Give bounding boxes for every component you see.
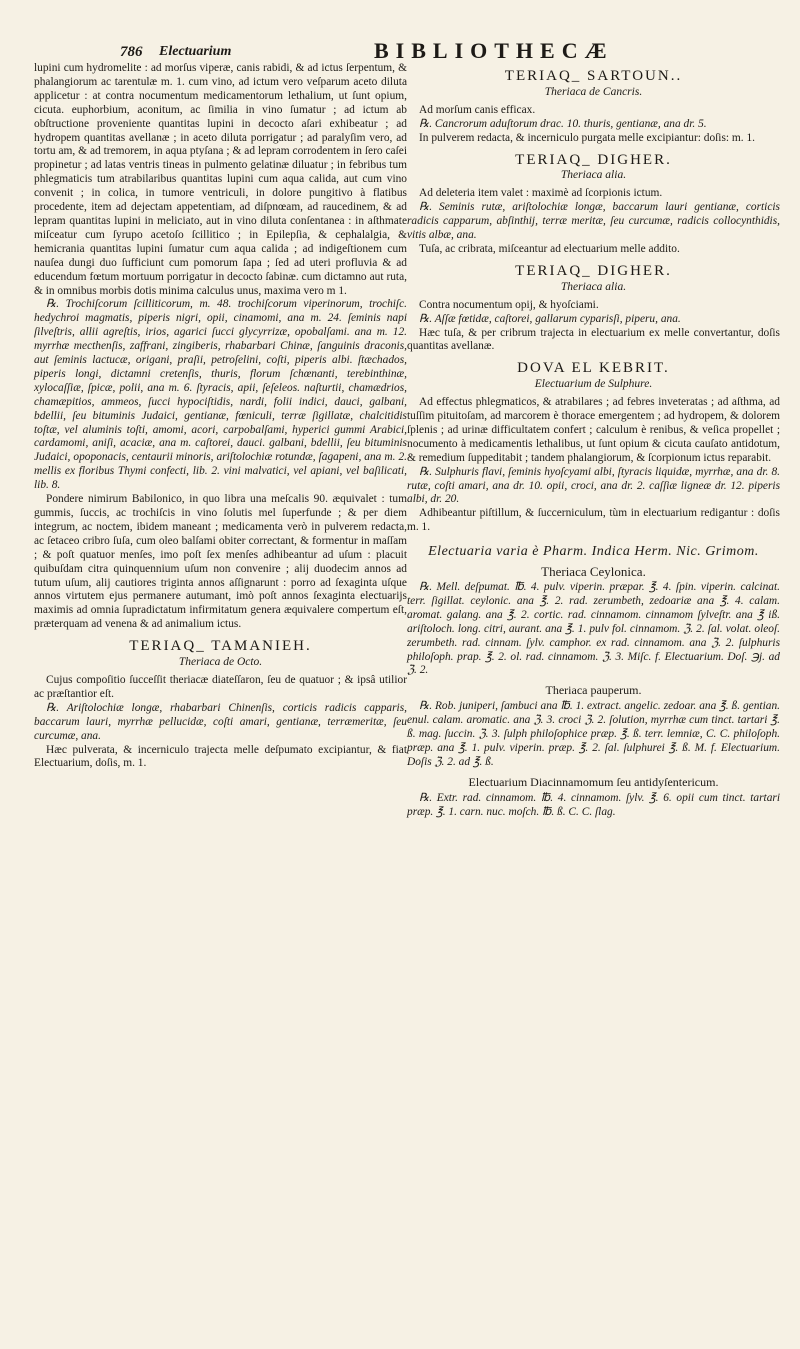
recipe: ℞. Cancrorum aduſtorum drac. 10. thuris, gentianæ, ana dr. 5. <box>419 117 707 130</box>
paragraph: Adhibeantur piſtillum, & ſuccerniculum, tùm in electuarium redigantur : doſis m. 1. <box>407 507 780 534</box>
page-number: 786 <box>120 44 143 60</box>
section-heading: TERIAQ_ SARTOUN.. <box>504 68 683 84</box>
section-title: Electuaria varia è Pharm. Indica Herm. Nic. Grimom. <box>428 544 759 560</box>
recipe: ℞. Trochiſcorum ſcilliticorum, m. 48. trochiſcorum viperinorum, trochiſc. hedychroi magmatis, piperis nigri, opii, cinamomi, ana m. 24. ſeminis napi ſilveſtris, allii agreſtis, irios, agarici ſucci glycyrrizæ, opobalſami. ana m. 12. myrrhæ mecthenſis, zaffrani, zingiberis, rhabarbari Chinæ, ſanguinis draconis, aut ſeminis lactucæ, origani, praſii, petroſelini, coſti, piperis albi. ſtæchados, piperis longi, dictamni cretenſis, thuris, florum ſchœnanti, terebinthinæ, xylocaſſiæ, ſpicæ, polii, ana m. 6. ſtyracis, apii, ſeſeleos. naſturtii, chamædrios, chamæpitios, ammeos, ſucci hypociſtidis, nardi, folii indici, dauci, galbani, bdellii, ſeu bituminis Judaici, gentianæ, fœniculi, terræ ſigillatæ, chalcitidis toſtæ, vel aluminis toſti, amomi, acori, carpobalſami, hyperici gummi Arabici, cardamomi, aniſi, acaciæ, ana m. caſtorei, dauci. galbani, bdellii, ſeu bituminis Judaici, opoponacis, centaurii minoris, ariſtolochiæ rotundæ, ſagapeni, ana m. 2. mellis ex floribus Thymi confecti, lib. 2. vini malvatici, vel apiani, vel baſilicati, lib. 8. <box>34 298 407 492</box>
recipe: ℞. Mell. deſpumat. ℔. 4. pulv. viperin. præpar. ℥. 4. ſpin. viperin. calcinat. terr. ſigillat. ceylonic. ana ℥. 2. rad. zerumbeth, zedoariæ ana ℥. 4. calam. aromat. galang. ana ℥. 2. cortic. rad. cinnamom. cinnamom ſylveſtr. ana ℥ iß. ariſtoloch. long. citri, aurant. ana ℥. 1. pulv fol. cinnamom. ℨ. 2. ſal. volat. oleoſ. zerumbeth. rad. cinnam. ſylv. camphor. ex rad. cinnamom. ana ℨ. 2. ſulphuris philoſoph. prap. ℥. 2. ol. rad. cinnamom. ℨ. 3. Miſc. f. Electuarium. Doſ. ℈j. ad ℨ. 2. <box>407 581 780 677</box>
paragraph: In pulverem redacta, & incerniculo purgata melle excipiantur: doſis: m. 1. <box>419 131 756 144</box>
section-subheading: Theriaca alia. <box>560 169 627 182</box>
paragraph: Contra nocumentum opij, & hyoſciami. <box>419 298 599 311</box>
paragraph: Cujus compoſitio ſucceſſit theriacæ diateſſaron, ſeu de quatuor ; & ipsâ utilior ac præſtantior eſt. <box>34 673 407 700</box>
recipe: ℞. Extr. rad. cinnamom. ℔. 4. cinnamom. ſylv. ℥. 6. opii cum tinct. tartari præp. ℥. 1. carn. nuc. moſch. ℔. ß. C. C. ſlag. <box>407 791 780 818</box>
recipe-name: Theriaca pauperum. <box>545 683 642 698</box>
left-column <box>34 62 407 820</box>
section-subheading: Theriaca de Cancris. <box>544 85 643 98</box>
paragraph: lupini cum hydromelite : ad morſus viperæ, canis rabidi, & ad ictus ſerpentum, & phalangiorum ac tarentulæ m. 1. cum vino, ad ictum vero veſparum aceto diluta applicetur : at contra nocumentum medicamentorum lethalium, ut ſunt opium, cicuta. euphorbium, aconitum, ac ſimilia in vino ſumatur ; ad ictum ab obſtructione proveniente quantitas lupini in decocto aſari exhibeatur ; ad hydropem quantitas avellanæ ; in aceto diluta porrigatur ; ad paralyſim vero, ad tortu am, & ad tremorem, in aqua ptyſana ; & ad lepram corrodentem in ſero caſei propinetur ; ad latas ventris tineas in pulmento gelatinæ diluatur ; in febribus tum phlegmaticis tum atrabilaribus quantitas lupini cum aqua calida, aut cum vino convenit ; in colica, in tumore ventriculi, in dolore pungitivo à flatibus procedente, item ad dejectam appetentiam, ad diſpnœam, ad raucedinem, & ad lepram quantitas lupini in meliciato, aut in vino diluta conſentanea : in aſthmate miſceatur cum ſyrupo acetoſo ſcillitico ; in Epilepſia, & cephalalgia, & hemicrania quantitas lupini ſumatur cum aqua calida ; ad indigeſtionem cum nauſea dungi duo ſufficiunt cum pomorum ſapa ; ſed ad uteri profluvia & ad educendum fœtum mortuum porrigatur in decocto ſabinæ. cum dictamno aut ruta, & in omnibus morbis dotis minima calculus unus, maxima vero m 1. <box>34 62 407 297</box>
section-subheading: Electuarium de Sulphure. <box>534 378 653 391</box>
paragraph: Hæc tuſa, & per cribrum trajecta in electuarium ex melle convertantur, doſis quantitas avellanæ. <box>407 326 780 353</box>
paragraph: Tuſa, ac cribrata, miſceantur ad electuarium melle addito. <box>419 242 680 255</box>
paragraph: Pondere nimirum Babilonico, in quo libra una meſcalis 90. æquivalet : tum gummis, ſuccis, ac trochiſcis in vino ſolutis mel ſuperfunde ; & per diem integrum, ac noctem, ibidem maneant ; medicamenta verò in pulverem redacta, ac ſetaceo cribro ſuſa, cum oleo balſami obiter correctant, & formentur in maſſam ; & poſt quatuor menſes, imo poſt ſex menſes adhibeantur ad uſum : placuit quibuſdam citra quinquennium uſum non convenire ; alij duodecim annos ad tutum uſum, alij cautiores triginta annos aſſignarunt : porro ad ſexaginta uſque annos virtutem ejus permanere autumant, imò poſt annos ſexaginta electuarijs maximis ad omnia ſupradictatum infirmitatum genera æquivalere compertum eſt, præterquam ad venena & ad animalium ictus. <box>34 493 407 631</box>
recipe-name: Electuarium Diacinnamomum ſeu antidyſentericum. <box>468 774 719 789</box>
main-heading: BIBLIOTHECÆ <box>374 38 614 63</box>
recipe-name: Theriaca Ceylonica. <box>541 564 646 580</box>
section-subheading: Theriaca alia. <box>560 280 627 293</box>
paragraph: Ad effectus phlegmaticos, & atrabilares ; ad febres inveteratas ; ad aſthma, ad tuſſim pituitoſam, ad marcorem è thorace emergentem ; ad hydropem, & dolorem ſplenis ; ad urinæ difficultatem confert ; calculum è renibus, & veſica propellet ; nocumento à medicamentis lethalibus, ut ſunt opium & cicuta cauſato antidotum, & remedium ſuppeditabit ; tandem phalangiorum, & ſcorpionum ictus reparabit. <box>407 396 780 464</box>
recipe: ℞. Ariſtolochiæ longæ, rhabarbari Chinenſis, corticis radicis capparis, baccarum lauri, myrrhæ pellucidæ, coſti amari, gentianæ, terræmeritæ, ſeu curcumæ, ana. <box>34 701 407 742</box>
section-heading: TERIAQ_ DIGHER. <box>515 151 672 168</box>
section-heading: DOVA EL KEBRIT. <box>517 360 670 377</box>
running-head: Electuarium <box>159 44 232 59</box>
section-heading: TERIAQ_ DIGHER. <box>515 262 672 279</box>
paragraph: Hæc pulverata, & incerniculo trajecta melle deſpumato excipiantur, & fiat Electuarium, doſis, m. 1. <box>34 743 407 770</box>
recipe: ℞. Aſſæ fœtidæ, caſtorei, gallarum cyparisſi, piperu, ana. <box>419 312 681 325</box>
recipe: ℞. Rob. juniperi, ſambuci ana ℔. 1. extract. angelic. zedoar. ana ℥. ß. gentian. enul. calam. aromatic. ana ℨ. 3. croci ℨ. 2. ſolution, myrrhæ cum tinct. tartari ℥. ß. mag. ſuccin. ℨ. 3. ſulph philoſophice præp. ℥. ß. terr. lemniæ, C. C. philoſoph. præp. ana ℥. 1. pulv. viperin. præp. ℥. 2. ſal. ſulphurei ℥. ß. M. f. Electuarium. Doſis ℨ. 2. ad ℥. ß. <box>407 700 780 768</box>
section-heading: TERIAQ_ TAMANIEH. <box>129 638 312 655</box>
columns <box>34 62 780 820</box>
section-subheading: Theriaca de Octo. <box>178 656 263 669</box>
recipe: ℞. Seminis rutæ, ariſtolochiæ longæ, baccarum lauri gentianæ, corticis radicis capparum, abſinthij, terræ meritæ, ſeu curcumæ, radicis collocynthidis, vitis albæ, ana. <box>407 201 780 242</box>
right-column <box>407 62 780 820</box>
page-header <box>34 38 780 62</box>
paragraph: Ad deleteria item valet : maximè ad ſcorpionis ictum. <box>419 187 663 200</box>
recipe: ℞. Sulphuris flavi, ſeminis hyoſcyami albi, ſtyracis liquidæ, myrrhæ, ana dr. 8. rutæ, coſti amari, ana dr. 10. opii, croci, ana dr. 2. caſſiæ ligneæ dr. 12. piperis albi, dr. 20. <box>407 465 780 506</box>
paragraph: Ad morſum canis efficax. <box>419 103 536 116</box>
